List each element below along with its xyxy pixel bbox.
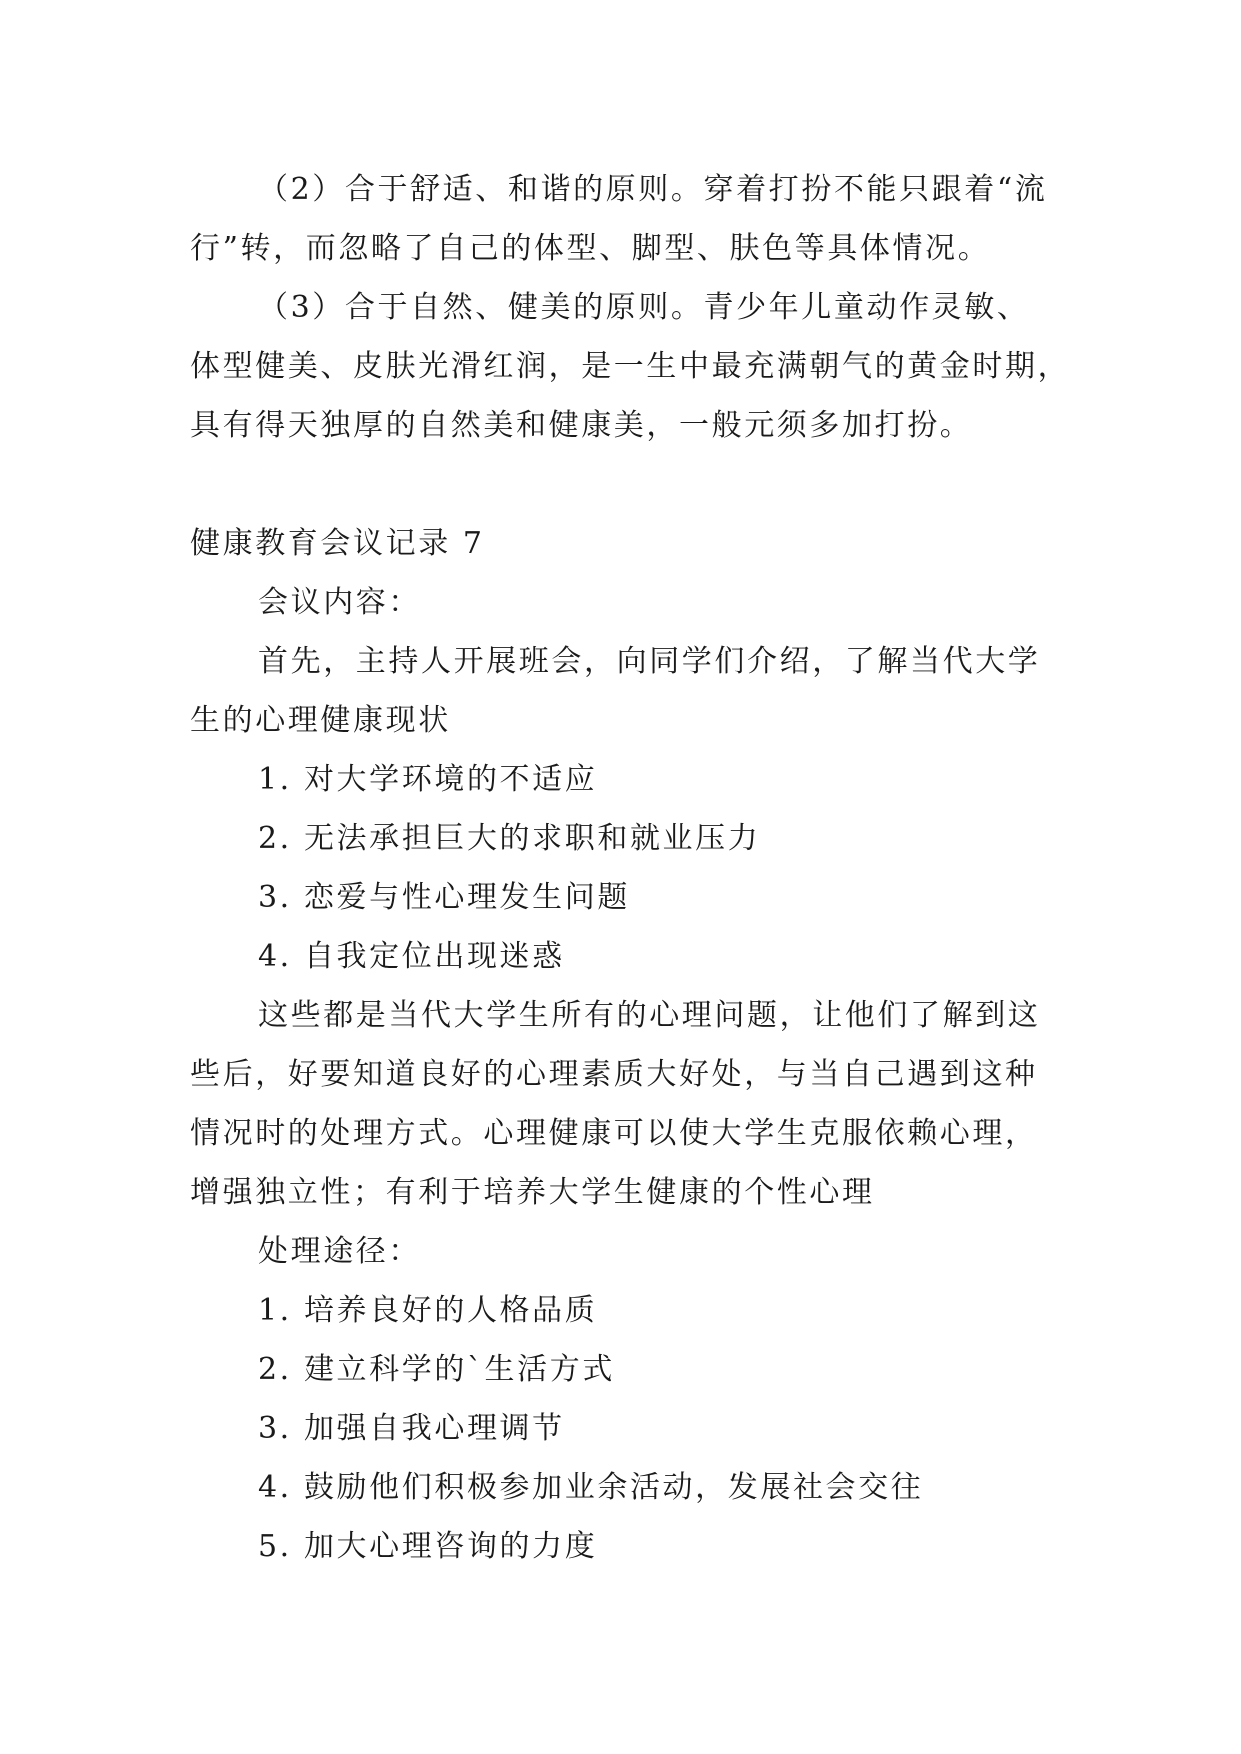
paragraph-line: 具有得天独厚的自然美和健康美，一般元须多加打扮。 <box>190 408 973 443</box>
paragraph-line: 增强独立性；有利于培养大学生健康的个性心理 <box>190 1175 875 1210</box>
list-item: 3. 加强自我心理调节 <box>258 1411 565 1446</box>
list-item: 5. 加大心理咨询的力度 <box>258 1529 598 1564</box>
paragraph-line: 首先，主持人开展班会，向同学们介绍，了解当代大学 <box>258 644 1041 679</box>
paragraph-line: （3）合于自然、健美的原则。青少年儿童动作灵敏、 <box>258 290 1030 325</box>
paragraph-line: 行”转，而忽略了自己的体型、脚型、肤色等具体情况。 <box>190 231 991 266</box>
list-item: 2. 无法承担巨大的求职和就业压力 <box>258 821 761 856</box>
list-item: 1. 培养良好的人格品质 <box>258 1293 598 1328</box>
list-item: 4. 鼓励他们积极参加业余活动，发展社会交往 <box>258 1470 924 1505</box>
paragraph-line: 情况时的处理方式。心理健康可以使大学生克服依赖心理， <box>190 1116 1038 1151</box>
approach-label: 处理途径： <box>258 1234 421 1269</box>
list-item: 1. 对大学环境的不适应 <box>258 762 598 797</box>
list-item: 2. 建立科学的`生活方式 <box>258 1352 615 1387</box>
document-page <box>190 160 1071 1576</box>
paragraph-line: 生的心理健康现状 <box>190 703 451 738</box>
section-gap <box>190 455 1060 514</box>
list-item: 3. 恋爱与性心理发生问题 <box>258 880 630 915</box>
list-item: 4. 自我定位出现迷惑 <box>258 939 565 974</box>
paragraph-line: （2）合于舒适、和谐的原则。穿着打扮不能只跟着“流 <box>258 172 1048 207</box>
paragraph-line: 体型健美、皮肤光滑红润，是一生中最充满朝气的黄金时期， <box>190 349 1071 384</box>
content-label: 会议内容： <box>258 585 421 620</box>
section-title: 健康教育会议记录 7 <box>190 526 485 561</box>
paragraph-line: 些后，好要知道良好的心理素质大好处，与当自己遇到这种 <box>190 1057 1038 1092</box>
paragraph-line: 这些都是当代大学生所有的心理问题，让他们了解到这 <box>258 998 1041 1033</box>
